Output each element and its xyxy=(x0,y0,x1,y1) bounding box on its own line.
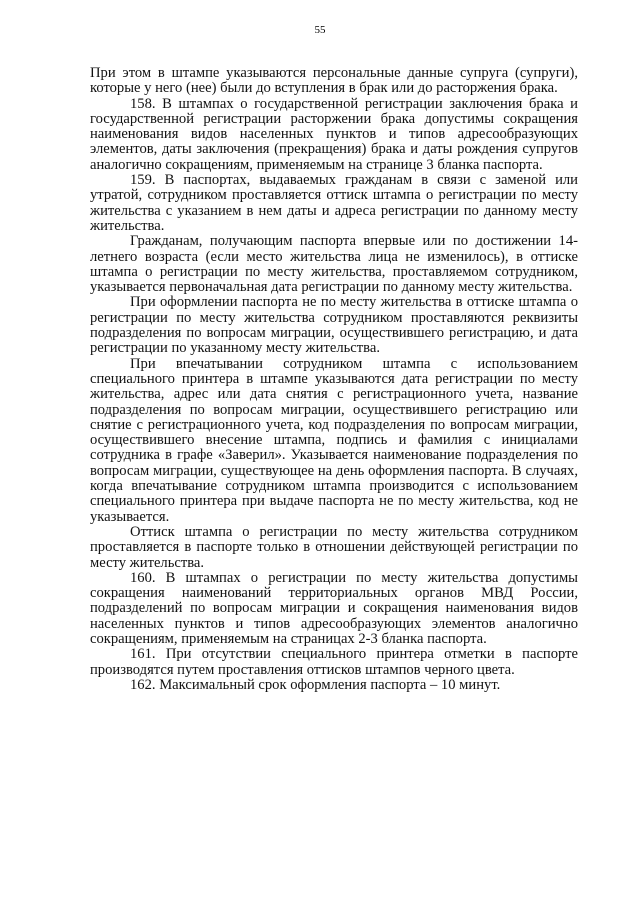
paragraph-current-registration: Оттиск штампа о регистрации по месту жительства сотрудником проставляется в паспорте только в отношении действующей регистрации по месту жительства. xyxy=(90,523,578,571)
page-body-text xyxy=(90,66,578,693)
paragraph-first-passport: Гражданам, получающим паспорта впервые или по достижении 14-летнего возраста (если место жительства лица не изменилось), в оттиске штампа о регистрации по месту жительства, проставляемом сотрудником, указывается первоначальная дата регистрации по данному месту жительства. xyxy=(90,233,578,296)
paragraph-162: 162. Максимальный срок оформления паспорта – 10 минут. xyxy=(130,676,501,693)
paragraph-160: 160. В штампах о регистрации по месту жительства допустимы сокращения наименований территориальных органов МВД России, подразделений по вопросам миграции и сокращения наименования видов населенных пунктов и типов адресообразующих элементов аналогично сокращениям, применяемым на страницах 2-3 бланка паспорта. xyxy=(90,569,578,647)
paragraph-158: 158. В штампах о государственной регистрации заключения брака и государственной регистрации расторжении брака допустимы сокращения наименования видов населенных пунктов и типов адресообразующих элементов, даты заключения (прекращения) брака и даты рождения супругов аналогично сокращениям, применяемым на странице 3 бланка паспорта. xyxy=(90,95,578,173)
paragraph-continued: При этом в штампе указываются персональные данные супруга (супруги), которые у него (нее) были до вступления в брак или до расторжения брака. xyxy=(90,65,578,97)
page-number: 55 xyxy=(314,24,326,36)
paragraph-161: 161. При отсутствии специального принтера отметки в паспорте производятся путем проставления оттисков штампов черного цвета. xyxy=(90,646,578,678)
paragraph-special-printer: При впечатывании сотрудником штампа с использованием специального принтера в штампе указываются дата регистрации по месту жительства, адрес или дата снятия с регистрационного учета, название подразделения по вопросам миграции, осуществившего регистрацию или снятие с регистрационного учета, код подразделения по вопросам миграции, осуществившего внесение штампа, подпись и фамилия с инициалами сотрудника в графе «Заверил». Указывается наименование подразделения по вопросам миграции, существующее на день оформления паспорта. В случаях, когда впечатывание сотрудником штампа производится с использованием специального принтера при выдаче паспорта не по месту жительства, код не указывается. xyxy=(90,355,578,525)
paragraph-159: 159. В паспортах, выдаваемых гражданам в связи с заменой или утратой, сотрудником проставляется оттиск штампа о регистрации по месту жительства с указанием в нем даты и адреса регистрации по данному месту жительства. xyxy=(90,172,578,234)
paragraph-not-residence: При оформлении паспорта не по месту жительства в оттиске штампа о регистрации по месту жительства сотрудником проставляются реквизиты подразделения по вопросам миграции, осуществившего регистрацию, и дата регистрации по указанному месту жительства. xyxy=(90,294,578,357)
